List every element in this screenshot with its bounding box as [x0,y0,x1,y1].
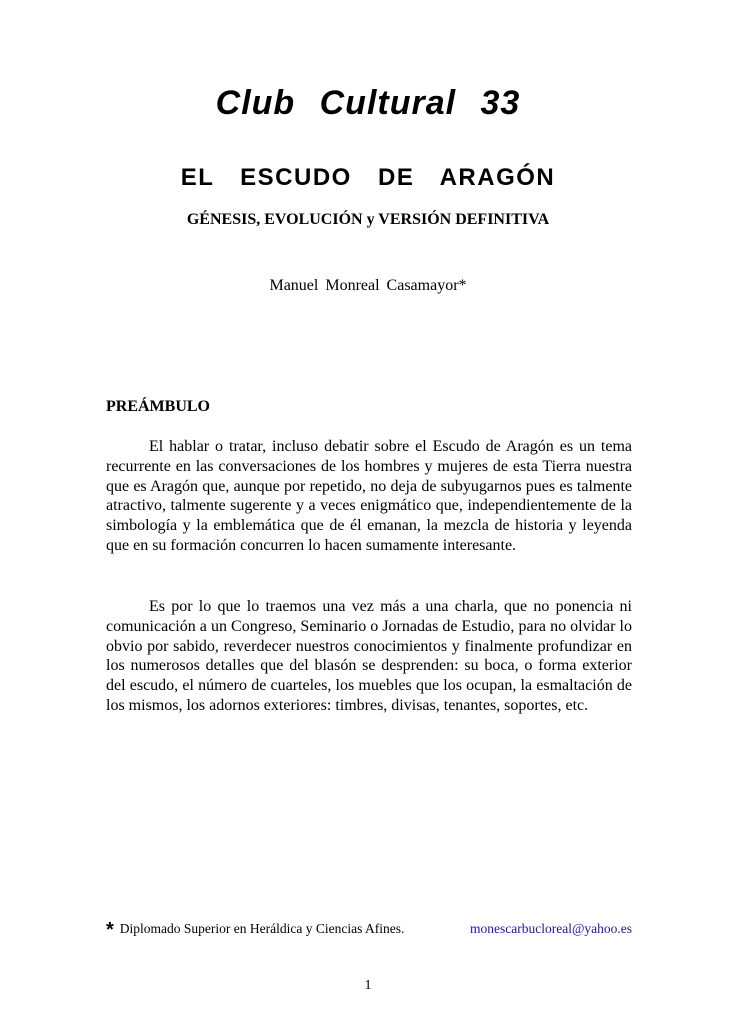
body-paragraph-1: El hablar o tratar, incluso debatir sobre el Escudo de Aragón es un tema recurrente en las conversaciones de los hombres y mujeres de esta Tierra nuestra que es Aragón que, aunque por repetido, no deja de subyugarnos pues es talmente atractivo, talmente sugerente y a veces enigmático que, independientemente de la simbología y la emblemática que de él emanan, la mezcla de historia y leyenda que en su formación concurren lo hacen sumamente interesante. [106,438,632,554]
footnote-email-link[interactable]: monescarbucloreal@yahoo.es [470,921,632,936]
body-paragraph-2: Es por lo que lo traemos una vez más a una charla, que no ponencia ni comunicación a un Congreso, Seminario o Jornadas de Estudio, para no olvidar lo obvio por sabido, reverdecer nuestros conocimientos y finalmente profundizar en los numerosos detalles que del blasón se desprenden: su boca, o forma exterior del escudo, el número de cuarteles, los muebles que los ocupan, la esmaltación de los mismos, los adornos exteriores: timbres, divisas, tenantes, soportes, etc. [106,598,632,714]
footnote-note [106,916,404,939]
author-name: Manuel Monreal Casamayor* [269,277,467,294]
page-number: 1 [364,978,372,993]
document-title: EL ESCUDO DE ARAGÓN [180,164,556,191]
section-heading-preambulo: PREÁMBULO [106,398,210,415]
club-title: Club Cultural 33 [215,84,521,122]
document-subtitle: GÉNESIS, EVOLUCIÓN y VERSIÓN DEFINITIVA [186,211,550,228]
footnote [106,916,632,939]
footnote-text: Diplomado Superior en Heráldica y Ciencias Afines. [119,921,405,936]
footnote-asterisk: * [106,919,114,941]
